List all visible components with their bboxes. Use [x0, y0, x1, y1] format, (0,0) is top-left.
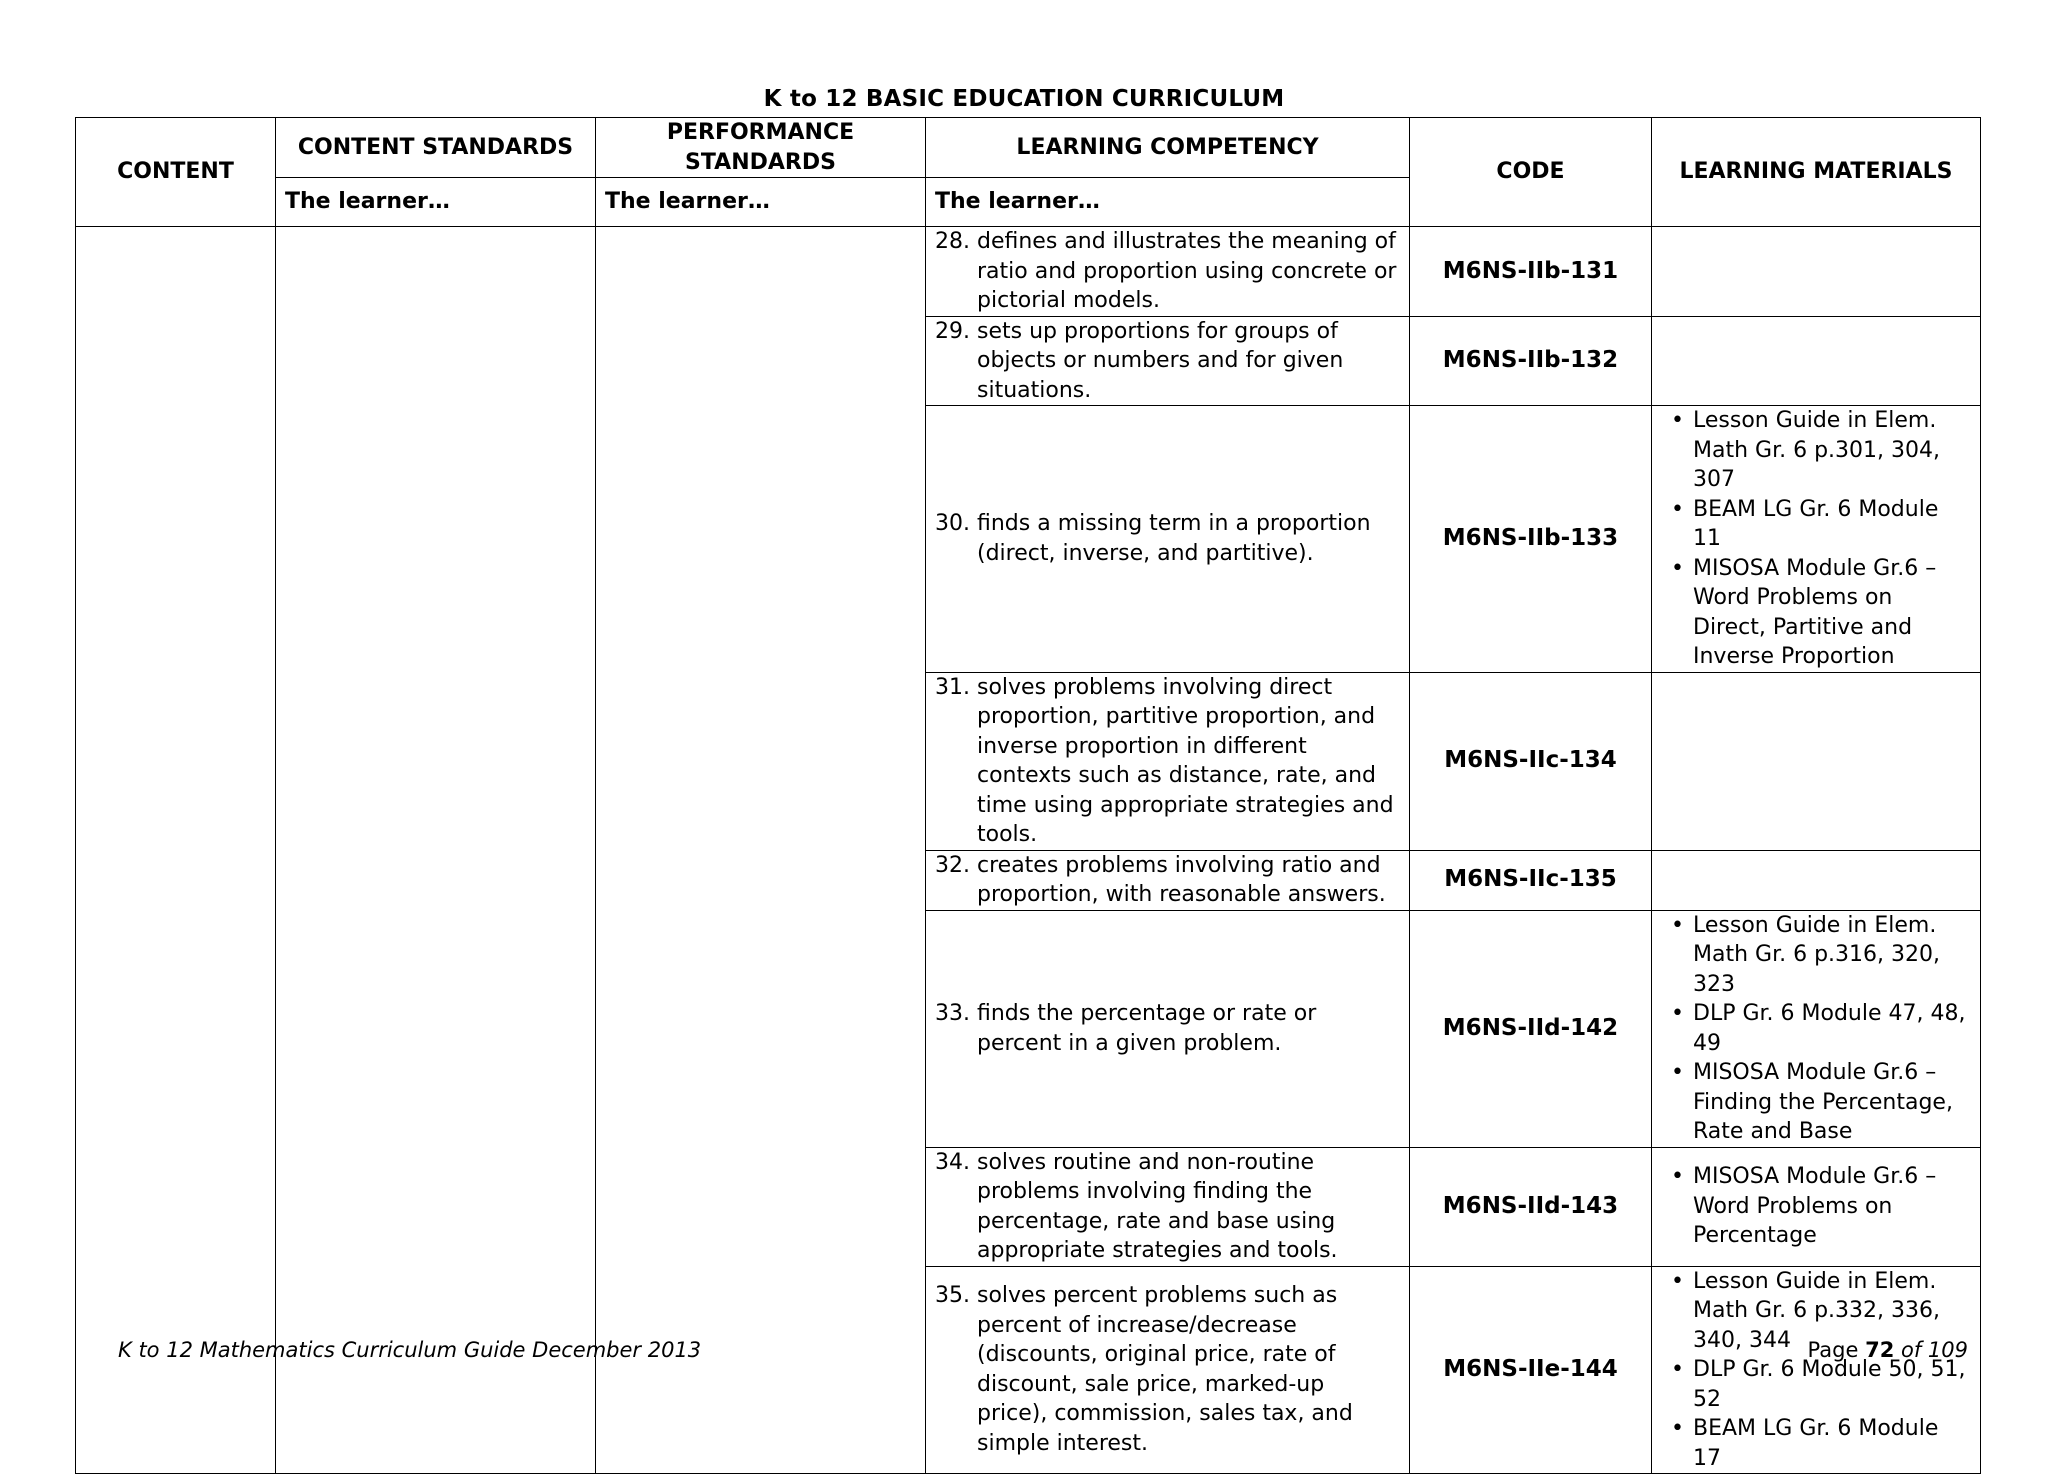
content-cell: [76, 227, 276, 1474]
performance-standards-cell: [596, 227, 926, 1474]
page-total: of 109: [1901, 1338, 1968, 1362]
code-cell: M6NS-IIb-132: [1410, 316, 1652, 406]
competency-text: finds a missing term in a proportion (direct, inverse, and partitive).: [977, 511, 1371, 566]
material-item: • BEAM LG Gr. 6 Module 17: [1693, 1414, 1971, 1473]
competency-number: 33.: [935, 1001, 970, 1026]
competency-text: solves percent problems such as percent of increase/decrease (discounts, original price, rate of discount, sale price, marked-up price), commission, sales tax, and simple interest.: [977, 1283, 1353, 1456]
competency-text: creates problems involving ratio and proportion, with reasonable answers.: [977, 852, 1386, 907]
materials-cell: [1652, 850, 1981, 910]
competency-cell: [926, 672, 1410, 850]
materials-cell: [1652, 672, 1981, 850]
header-learning-materials: LEARNING MATERIALS: [1652, 118, 1981, 227]
header-content: CONTENT: [76, 118, 276, 227]
materials-cell: [1652, 1147, 1981, 1266]
code-cell: M6NS-IIb-133: [1410, 406, 1652, 673]
competency-number: 28.: [935, 229, 970, 254]
competency-cell: [926, 406, 1410, 673]
header-content-standards: CONTENT STANDARDS: [276, 118, 596, 178]
materials-cell: [1652, 406, 1981, 673]
material-item: • DLP Gr. 6 Module 50, 51, 52: [1693, 1355, 1971, 1414]
competency-text: solves problems involving direct proportion, partitive proportion, and inverse proportion in different contexts such as distance, rate, and time using appropriate strategies and tools.: [977, 674, 1394, 847]
material-item: • MISOSA Module Gr.6 – Word Problems on Percentage: [1693, 1162, 1971, 1251]
materials-cell: [1652, 316, 1981, 406]
curriculum-table: [75, 117, 1981, 1474]
code-cell: M6NS-IIc-134: [1410, 672, 1652, 850]
header-learner-performance-standards: The learner…: [596, 178, 926, 227]
competency-cell: [926, 910, 1410, 1147]
competency-number: 35.: [935, 1283, 970, 1309]
material-item: • DLP Gr. 6 Module 47, 48, 49: [1693, 999, 1971, 1058]
materials-cell: [1652, 227, 1981, 317]
competency-number: 31.: [935, 674, 970, 700]
content-standards-cell: [276, 227, 596, 1474]
materials-cell: [1652, 1266, 1981, 1474]
competency-cell: [926, 316, 1410, 406]
competency-number: 34.: [935, 1149, 970, 1175]
table-row: [76, 227, 1981, 317]
footer-guide-title: K to 12 Mathematics Curriculum Guide December 2013: [118, 1338, 702, 1362]
page-current: 72: [1865, 1338, 1895, 1362]
code-cell: M6NS-IIe-144: [1410, 1266, 1652, 1474]
document-title: K to 12 BASIC EDUCATION CURRICULUM: [763, 86, 1285, 112]
competency-number: 30.: [935, 511, 970, 537]
page-label: Page: [1807, 1338, 1859, 1362]
code-cell: M6NS-IIb-131: [1410, 227, 1652, 317]
competency-text: solves routine and non-routine problems involving finding the percentage, rate and base using appropriate strategies and tools.: [977, 1149, 1338, 1263]
competency-cell: [926, 227, 1410, 317]
material-item: • MISOSA Module Gr.6 – Finding the Percentage, Rate and Base: [1693, 1058, 1971, 1147]
competency-number: 32.: [935, 852, 970, 878]
materials-cell: [1652, 910, 1981, 1147]
footer-page-number: [1808, 1338, 1968, 1362]
code-cell: M6NS-IIc-135: [1410, 850, 1652, 910]
competency-cell: [926, 1147, 1410, 1266]
header-learner-learning-competency: The learner…: [926, 178, 1410, 227]
competency-cell: [926, 1266, 1410, 1474]
material-item: • MISOSA Module Gr.6 – Word Problems on Direct, Partitive and Inverse Proportion: [1693, 554, 1971, 672]
material-item: • Lesson Guide in Elem. Math Gr. 6 p.332, 336, 340, 344: [1693, 1267, 1971, 1356]
header-learning-competency: LEARNING COMPETENCY: [926, 118, 1410, 178]
competency-number: 29.: [935, 318, 970, 344]
header-code: CODE: [1410, 118, 1652, 227]
header-learner-content-standards: The learner…: [276, 178, 596, 227]
competency-text: sets up proportions for groups of objects or numbers and for given situations.: [977, 318, 1344, 403]
material-item: • Lesson Guide in Elem. Math Gr. 6 p.316, 320, 323: [1693, 911, 1971, 1000]
competency-text: defines and illustrates the meaning of ratio and proportion using concrete or pictorial models.: [977, 229, 1397, 313]
code-cell: M6NS-IId-143: [1410, 1147, 1652, 1266]
code-cell: M6NS-IId-142: [1410, 910, 1652, 1147]
competency-text: finds the percentage or rate or percent in a given problem.: [977, 1001, 1317, 1056]
material-item: • Lesson Guide in Elem. Math Gr. 6 p.301, 304, 307: [1693, 406, 1971, 495]
header-performance-standards: PERFORMANCE STANDARDS: [596, 118, 926, 178]
competency-cell: [926, 850, 1410, 910]
material-item: • BEAM LG Gr. 6 Module 11: [1693, 495, 1971, 554]
